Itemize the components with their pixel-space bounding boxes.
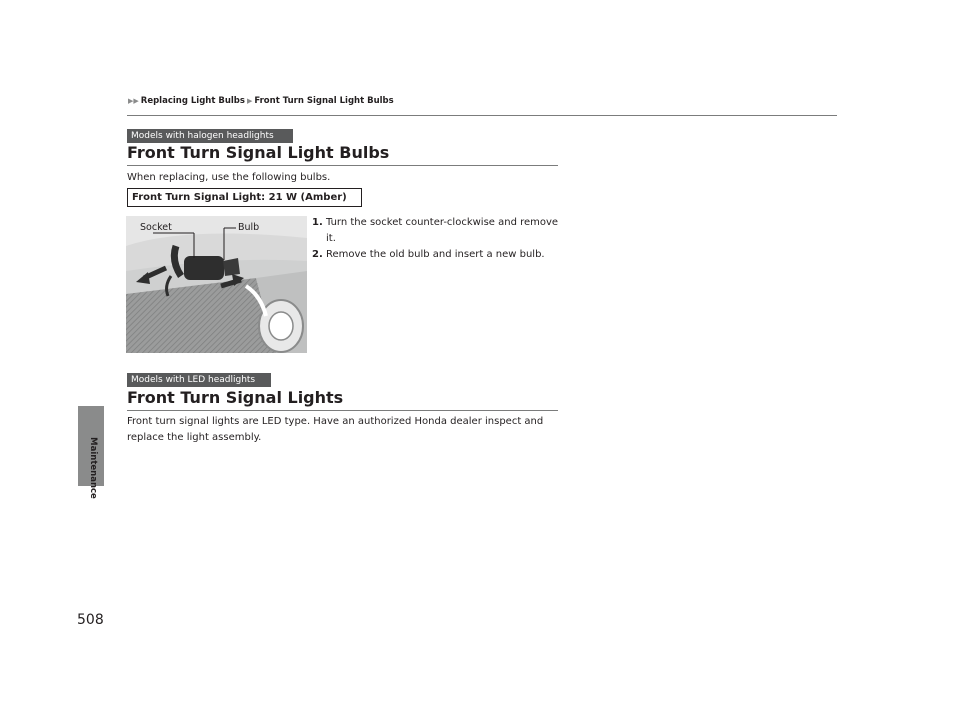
callout-bulb: Bulb [238, 222, 260, 233]
step-text: Remove the old bulb and insert a new bulb. [326, 249, 545, 260]
breadcrumb-arrow-icon: ▶ [246, 97, 253, 105]
section-title-led: Front Turn Signal Lights [127, 388, 344, 407]
breadcrumb-item[interactable]: Front Turn Signal Light Bulbs [254, 96, 394, 106]
intro-text: When replacing, use the following bulbs. [127, 172, 331, 183]
callout-socket: Socket [140, 222, 172, 233]
breadcrumb-arrow-icon: ▶▶ [128, 97, 139, 105]
step-text: Turn the socket counter-clockwise and remove it. [326, 217, 559, 244]
step-number: 1. [312, 217, 323, 228]
step-item [312, 247, 562, 263]
bulb-spec-box: Front Turn Signal Light: 21 W (Amber) [127, 188, 362, 207]
section-divider [127, 165, 558, 166]
step-number: 2. [312, 249, 323, 260]
instruction-steps [312, 215, 562, 263]
header-divider [127, 115, 837, 116]
section-tab-label: Maintenance [88, 437, 98, 499]
model-tag-led: Models with LED headlights [127, 373, 271, 387]
breadcrumb [128, 96, 394, 106]
breadcrumb-item[interactable]: Replacing Light Bulbs [140, 96, 245, 106]
step-item [312, 215, 562, 247]
section-divider [127, 410, 558, 411]
turn-signal-socket-illustration [126, 216, 307, 353]
model-tag-halogen: Models with halogen headlights [127, 129, 293, 143]
page-number: 508 [77, 612, 104, 628]
section-title-bulbs: Front Turn Signal Light Bulbs [127, 143, 390, 162]
led-body-text: Front turn signal lights are LED type. Have an authorized Honda dealer inspect and replace the light assembly. [127, 416, 544, 443]
